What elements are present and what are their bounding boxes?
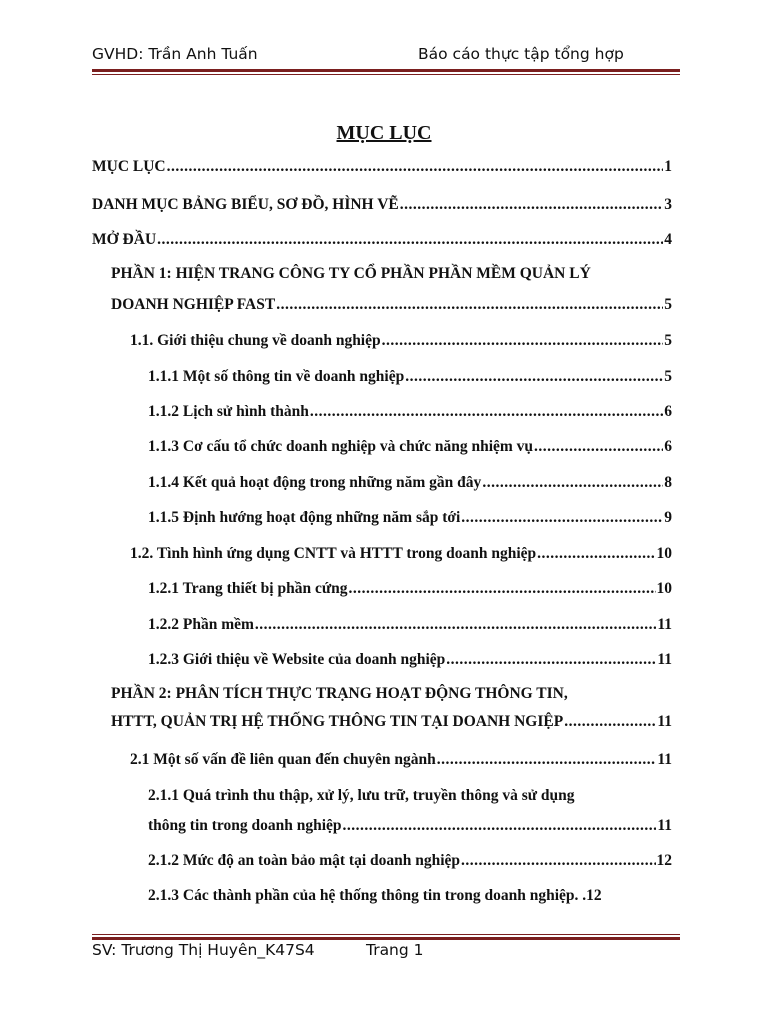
toc-entry[interactable]: [148, 616, 672, 634]
toc-leader: [343, 817, 657, 835]
toc-leader: [564, 713, 656, 731]
toc-entry[interactable]: [130, 751, 672, 769]
header-rule-thick: [92, 69, 680, 72]
toc-leader: [405, 368, 663, 386]
toc-entry[interactable]: [148, 474, 672, 492]
toc-leader: [537, 545, 655, 563]
toc-entry-page: 11: [657, 751, 672, 768]
toc-entry-page: 3: [664, 196, 672, 213]
toc-entry[interactable]: [148, 580, 672, 598]
toc-entry-text-line1[interactable]: 2.1.1 Quá trình thu thập, xử lý, lưu trữ, truyền thông và sử dụng: [148, 787, 575, 804]
toc-entry-page: 5: [664, 332, 672, 349]
toc-leader: [349, 580, 656, 598]
toc-leader: [167, 158, 664, 176]
toc-entry-text: HTTT, QUẢN TRỊ HỆ THỐNG THÔNG TIN TẠI DOANH NGIỆP: [111, 713, 564, 730]
toc-entry[interactable]: [92, 196, 672, 214]
toc-entry[interactable]: [148, 817, 672, 835]
toc-entry-page: 10: [656, 545, 672, 562]
toc-entry-page: 9: [664, 509, 672, 526]
toc-entry-page: 4: [664, 231, 672, 248]
toc-entry[interactable]: [130, 545, 672, 563]
toc-entry-page: 5: [664, 368, 672, 385]
header-supervisor: GVHD: Trần Anh Tuấn: [92, 45, 258, 63]
toc-leader: [255, 616, 656, 634]
toc-entry-text: 1.2. Tình hình ứng dụng CNTT và HTTT trong doanh nghiệp: [130, 545, 537, 562]
toc-entry[interactable]: [148, 438, 672, 456]
toc-entry[interactable]: [148, 852, 672, 870]
toc-leader: [400, 196, 664, 214]
toc-leader: [157, 231, 663, 249]
toc-entry-text: DOANH NGHIỆP FAST: [111, 296, 276, 313]
toc-entry[interactable]: [130, 332, 672, 350]
toc-entry-page: 12: [656, 852, 672, 869]
page-title: MỤC LỤC: [336, 122, 432, 144]
toc-entry-text: 2.1.2 Mức độ an toàn bảo mật tại doanh nghiệp: [148, 852, 461, 869]
toc-entry-text: 1.1.4 Kết quả hoạt động trong những năm gần đây: [148, 474, 482, 491]
toc-leader: [382, 332, 664, 350]
toc-entry-text: DANH MỤC BẢNG BIỂU, SƠ ĐỒ, HÌNH VẼ: [92, 196, 399, 213]
toc-entry-text: thông tin trong doanh nghiệp: [148, 817, 342, 834]
toc-entry[interactable]: [111, 713, 672, 731]
toc-entry[interactable]: [148, 403, 672, 421]
toc-leader: [446, 651, 656, 669]
toc-entry-text: 1.1.5 Định hướng hoạt động những năm sắp tới: [148, 509, 461, 526]
toc-entry-text: 1.1.2 Lịch sử hình thành: [148, 403, 309, 420]
toc-leader: [461, 852, 655, 870]
toc-entry-page: 12: [586, 887, 602, 904]
toc-entry-page: 5: [664, 296, 672, 313]
toc-entry-text: MỞ ĐẦU: [92, 231, 157, 248]
toc-entry[interactable]: [92, 231, 672, 249]
toc-entry-text: 1.1.1 Một số thông tin về doanh nghiệp: [148, 368, 405, 385]
toc-entry[interactable]: [92, 158, 672, 176]
toc-entry-page: 1: [664, 158, 672, 175]
toc-leader: [482, 474, 663, 492]
header-report-title: Báo cáo thực tập tổng hợp: [418, 45, 624, 63]
toc-entry[interactable]: [148, 368, 672, 386]
toc-entry-text: 2.1 Một số vấn đề liên quan đến chuyên ngành: [130, 751, 436, 768]
toc-entry[interactable]: [111, 296, 672, 314]
toc-leader: [461, 509, 663, 527]
toc-entry[interactable]: [148, 509, 672, 527]
toc-entry-text: 1.2.1 Trang thiết bị phần cứng: [148, 580, 348, 597]
toc-entry-page: 6: [664, 438, 672, 455]
toc-entry-page: 6: [664, 403, 672, 420]
footer-rule-thin: [92, 934, 680, 935]
toc-entry-text: 2.1.3 Các thành phần của hệ thống thông tin trong doanh nghiệp. .: [148, 887, 587, 904]
toc-entry-text-line1[interactable]: PHẦN 1: HIỆN TRANG CÔNG TY CỔ PHẦN PHẦN MỀM QUẢN LÝ: [111, 265, 591, 282]
toc-entry-page: 10: [656, 580, 672, 597]
toc-leader: [437, 751, 657, 769]
toc-entry-page: 11: [657, 616, 672, 633]
toc-entry[interactable]: [148, 651, 672, 669]
toc-entry-text: 1.2.2 Phần mềm: [148, 616, 254, 633]
toc-entry-page: 11: [657, 713, 672, 730]
toc-entry-page: 11: [657, 651, 672, 668]
toc-entry-text: 1.1. Giới thiệu chung về doanh nghiệp: [130, 332, 381, 349]
toc-entry-text: MỤC LỤC: [92, 158, 166, 175]
header-rule-thin: [92, 74, 680, 75]
toc-entry-text: 1.2.3 Giới thiệu về Website của doanh nghiệp: [148, 651, 446, 668]
toc-leader: [310, 403, 663, 421]
toc-entry-text: 1.1.3 Cơ cấu tổ chức doanh nghiệp và chức năng nhiệm vụ: [148, 438, 534, 455]
toc-entry-page: 8: [664, 474, 672, 491]
toc-entry-text-line1[interactable]: PHẦN 2: PHÂN TÍCH THỰC TRẠNG HOẠT ĐỘNG THÔNG TIN,: [111, 685, 568, 702]
toc-leader: [276, 296, 663, 314]
footer-page-number: Trang 1: [366, 941, 424, 959]
footer-rule-thick: [92, 937, 680, 940]
toc-leader: [534, 438, 663, 456]
footer-student: SV: Trương Thị Huyên_K47S4: [92, 941, 315, 959]
toc-entry[interactable]: [148, 887, 672, 905]
toc-entry-page: 11: [657, 817, 672, 834]
